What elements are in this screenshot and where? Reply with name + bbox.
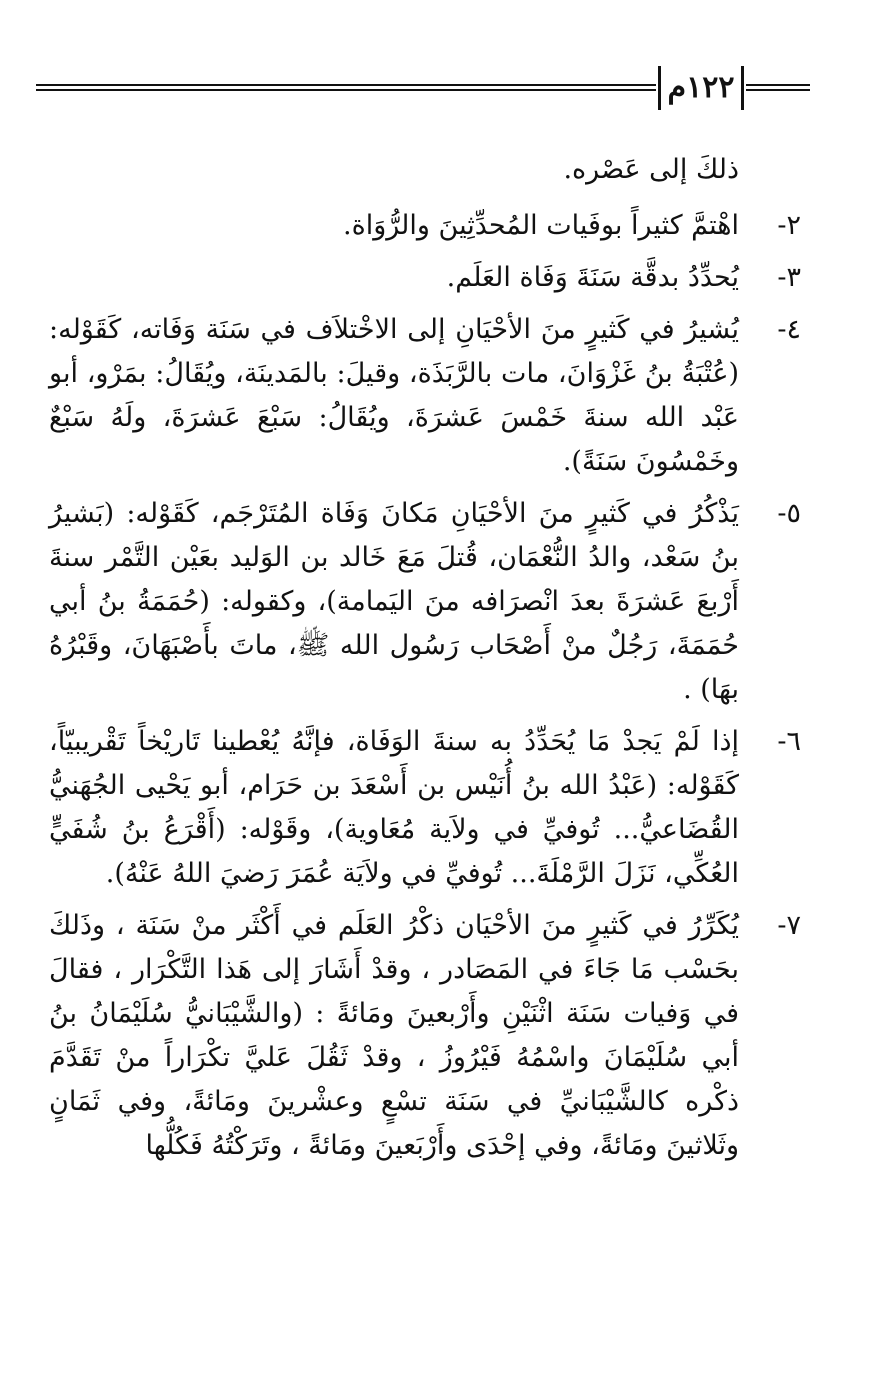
item-number: ٣-	[777, 262, 801, 293]
list-item-4	[49, 308, 801, 484]
list-item-7	[49, 904, 801, 1168]
list-item-2	[49, 204, 801, 248]
item-number: ٧-	[777, 910, 801, 941]
header-rule-left	[36, 84, 656, 91]
page-header	[36, 66, 810, 110]
item-number: ٤-	[777, 314, 801, 345]
page-number: ١٢٢م	[658, 66, 744, 110]
list-item-6	[49, 720, 801, 896]
item-text: إذا لَمْ يَجدْ مَا يُحَدِّدُ به سنةَ الوَفَاة، فإنَّهُ يُعْطينا تَاريْخاً تَقْريبيّاً، كَقَوْله: (عَبْدُ الله بنُ أُنَيْس بن أَسْعَدَ بن حَرَام، أبو يَحْيى الجُهَنيُّ القُضَاعيُّ... تُوفيِّ في ولاَية مُعَاوية)، وقَوْله: (أَقْرَعُ بنُ شُفَيٍّ العُكِّي، نَزَلَ الرَّمْلَةَ... تُوفيِّ في ولاَيَة عُمَرَ رَضيَ اللهُ عَنْهُ).	[49, 726, 739, 889]
item-text: يَذْكُرُ في كَثيرٍ منَ الأحْيَانِ مَكانَ وَفَاة المُتَرْجَم، كَقَوْله: (بَشيرُ بنُ سَعْد، والدُ النُّعْمَان، قُتلَ مَعَ خَالد بن الوَليد بعَيْن التَّمْر سنةَ أَرْبعَ عَشرَةَ بعدَ انْصرَافه منَ اليَمامة)، وكقوله: (حُمَمَةُ بنُ أبي حُمَمَةَ، رَجُلٌ منْ أَصْحَاب رَسُول الله ﷺ، ماتَ بأَصْبَهَانَ، وقَبْرُهُ بهَا) .	[49, 498, 739, 705]
item-text: يُشيرُ في كَثيرٍ منَ الأحْيَانِ إلى الاخْتلاَف في سَنَة وَفَاته، كَقَوْله:(عُتْبَةُ بنُ غَزْوَانَ، مات بالرَّبَذَة، وقيلَ: بالمَدينَة، ويُقَالُ: بمَرْو، أبو عَبْد الله سنةَ خَمْسَ عَشرَةَ، ويُقَالُ: سَبْعَ عَشرَةَ، ولَهُ سَبْعٌ وخَمْسُونَ سَنَةً).	[49, 314, 739, 477]
list-item-5	[49, 492, 801, 712]
page-body	[49, 148, 801, 1176]
continuation-line: ذلكَ إلى عَصْره.	[563, 154, 739, 185]
list-item-3	[49, 256, 801, 300]
item-text: يُكَرِّرُ في كَثيرٍ منَ الأحْيَان ذكْرُ العَلَم في أَكْثَر منْ سَنَة ، وذَلكَ بحَسْب مَا جَاءَ في المَصَادر ، وقدْ أَشَارَ إلى هَذا التَّكْرَار ، فقالَ في وَفيات سَنَة اثْنَيْنِ وأَرْبعينَ ومَائةً : (والشَّيْبَانيُّ سُلَيْمَانُ بنُ أبي سُلَيْمَانَ واسْمُهُ فَيْرُوزُ ، وقدْ ثَقُلَ عَليَّ تكْرَاراً منْ تَقَدَّمَ ذكْره كالشَّيْبَانيِّ في سَنَة تسْعٍ وعشْرينَ ومَائةً، وفي ثَمَانٍ وثَلاثينَ ومَائةً، وفي إحْدَى وأَرْبَعينَ ومَائةً ، وتَرَكْتُهُ فَكُلُّها	[49, 910, 739, 1161]
header-rule-right	[746, 84, 810, 91]
item-text: اهْتمَّ كثيراً بوفَيات المُحدِّثِينَ والرُّوَاة.	[343, 210, 739, 241]
item-number: ٥-	[777, 498, 801, 529]
item-number: ٢-	[777, 210, 801, 241]
item-number: ٦-	[777, 726, 801, 757]
item-text: يُحدِّدُ بدقَّة سَنَةَ وَفَاة العَلَم.	[446, 262, 739, 293]
